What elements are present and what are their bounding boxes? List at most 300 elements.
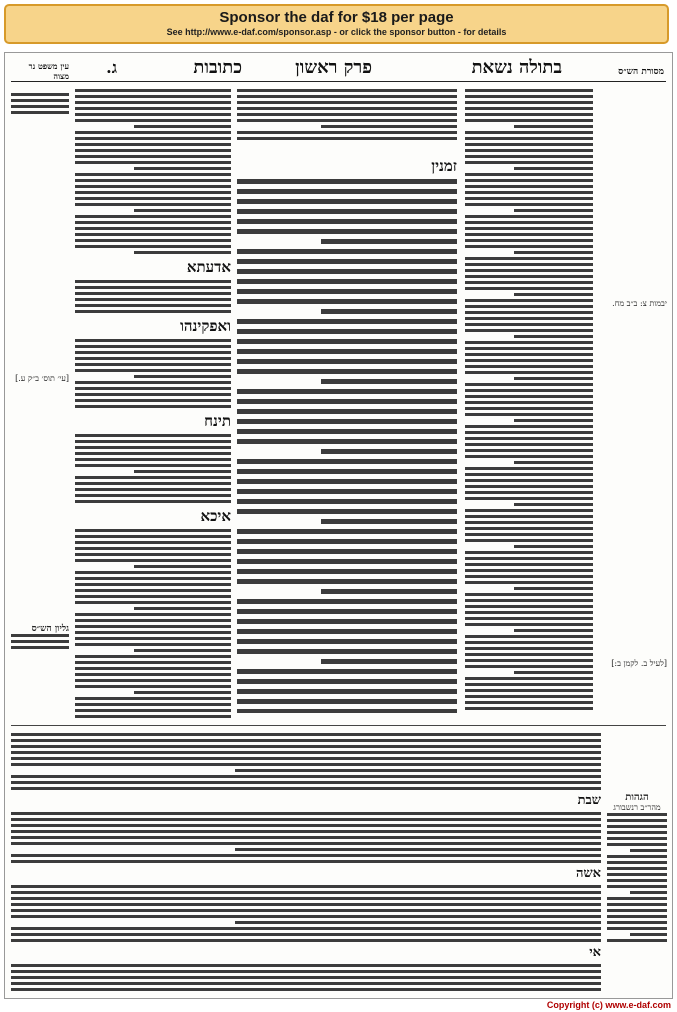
- text-line: [75, 601, 231, 604]
- text-line: [237, 509, 457, 514]
- text-line: [514, 671, 593, 674]
- text-line: [237, 359, 457, 364]
- text-line: [237, 599, 457, 604]
- text-line: [465, 287, 593, 290]
- text-line: [75, 625, 231, 628]
- text-line: [237, 419, 457, 424]
- text-line: [75, 143, 231, 146]
- text-line: [75, 95, 231, 98]
- text-line: [607, 885, 667, 888]
- text-line: [237, 439, 457, 444]
- text-line: [465, 443, 593, 446]
- text-line: [607, 939, 667, 942]
- text-line: [237, 709, 457, 713]
- text-line: [514, 209, 593, 212]
- text-line: [465, 401, 593, 404]
- text-line: [11, 897, 601, 900]
- text-line: [75, 89, 231, 92]
- text-line: [237, 529, 457, 534]
- text-line: [11, 939, 601, 942]
- text-line: [465, 305, 593, 308]
- text-line: [11, 99, 69, 102]
- text-line: [465, 665, 593, 668]
- text-line: [237, 539, 457, 544]
- text-line: [237, 113, 457, 116]
- text-line: [237, 629, 457, 634]
- text-line: [235, 921, 601, 924]
- text-line: [75, 464, 231, 467]
- text-line: [630, 891, 667, 894]
- text-line: [11, 733, 601, 736]
- text-line: [75, 619, 231, 622]
- text-line: [237, 259, 457, 264]
- text-line: [11, 854, 601, 857]
- text-line: [465, 353, 593, 356]
- text-line: [465, 197, 593, 200]
- tosafot-column: [75, 89, 231, 719]
- text-line: [465, 605, 593, 608]
- text-line: [465, 527, 593, 530]
- text-line: [465, 701, 593, 704]
- text-line: [607, 861, 667, 864]
- text-line: [75, 351, 231, 354]
- keyword-isha: אשה: [575, 866, 601, 881]
- text-line: [75, 101, 231, 104]
- text-line: [465, 449, 593, 452]
- text-line: [465, 593, 593, 596]
- text-line: [237, 549, 457, 554]
- text-line: [237, 469, 457, 474]
- text-line: [75, 280, 231, 283]
- text-line: [11, 891, 601, 894]
- text-line: [11, 745, 601, 748]
- text-line: [75, 452, 231, 455]
- text-line: [465, 221, 593, 224]
- keyword-ai: אי: [589, 945, 601, 960]
- text-line: [237, 669, 457, 674]
- text-line: [607, 867, 667, 870]
- text-line: [75, 155, 231, 158]
- text-line: [75, 482, 231, 485]
- text-line: [237, 689, 457, 694]
- text-line: [237, 619, 457, 624]
- text-line: [237, 559, 457, 564]
- text-line: [514, 545, 593, 548]
- text-line: [465, 575, 593, 578]
- text-line: [237, 189, 457, 194]
- text-line: [11, 634, 69, 637]
- text-line: [237, 499, 457, 504]
- text-line: [11, 964, 601, 967]
- text-line: [237, 429, 457, 434]
- text-line: [465, 581, 593, 584]
- text-line: [514, 587, 593, 590]
- text-line: [75, 697, 231, 700]
- hagahot-subtitle: מהר״ב רנשבורג: [613, 803, 661, 812]
- text-line: [607, 825, 667, 828]
- keyword-tinach: תינח: [204, 412, 231, 430]
- text-line: [75, 679, 231, 682]
- text-line: [514, 377, 593, 380]
- text-line: [237, 349, 457, 354]
- copyright-notice: Copyright (c) www.e-daf.com: [546, 1000, 671, 1010]
- text-line: [465, 239, 593, 242]
- text-line: [237, 389, 457, 394]
- text-line: [11, 646, 69, 649]
- text-line: [75, 434, 231, 437]
- text-line: [75, 179, 231, 182]
- keyword-zimnin: זמנין: [431, 157, 457, 175]
- text-line: [465, 329, 593, 332]
- text-line: [75, 715, 231, 718]
- tractate-title: בתולה נשאת: [471, 57, 562, 78]
- text-line: [75, 387, 231, 390]
- text-line: [11, 781, 601, 784]
- text-line: [134, 649, 231, 652]
- text-line: [465, 539, 593, 542]
- text-line: [607, 813, 667, 816]
- hagahot-title: הגהות: [625, 793, 649, 803]
- gemara-top: [237, 89, 457, 149]
- text-line: [465, 533, 593, 536]
- text-line: [134, 607, 231, 610]
- text-line: [237, 89, 457, 92]
- text-line: [75, 233, 231, 236]
- text-line: [321, 659, 457, 664]
- text-line: [11, 775, 601, 778]
- text-line: [75, 399, 231, 402]
- text-line: [11, 982, 601, 985]
- text-line: [514, 419, 593, 422]
- text-line: [75, 292, 231, 295]
- text-line: [465, 173, 593, 176]
- text-line: [11, 757, 601, 760]
- text-line: [11, 836, 601, 839]
- text-line: [237, 489, 457, 494]
- text-line: [11, 885, 601, 888]
- text-line: [11, 111, 69, 114]
- text-line: [134, 251, 231, 254]
- text-line: [75, 583, 231, 586]
- text-line: [607, 843, 667, 846]
- text-line: [75, 131, 231, 134]
- text-line: [75, 446, 231, 449]
- text-line: [235, 848, 601, 851]
- text-line: [237, 369, 457, 374]
- text-line: [237, 229, 457, 234]
- text-line: [465, 389, 593, 392]
- text-line: [11, 751, 601, 754]
- text-line: [607, 855, 667, 858]
- text-line: [75, 298, 231, 301]
- text-line: [465, 137, 593, 140]
- text-line: [11, 915, 601, 918]
- text-line: [11, 988, 601, 991]
- text-line: [607, 921, 667, 924]
- text-line: [465, 707, 593, 710]
- talmud-page: [4, 52, 673, 999]
- text-line: [321, 589, 457, 594]
- text-line: [465, 203, 593, 206]
- text-line: [607, 927, 667, 930]
- text-line: [75, 595, 231, 598]
- text-line: [465, 479, 593, 482]
- text-line: [75, 631, 231, 634]
- text-line: [75, 553, 231, 556]
- text-line: [75, 239, 231, 242]
- text-line: [465, 179, 593, 182]
- masechet-title: כתובות: [193, 57, 242, 78]
- text-line: [75, 577, 231, 580]
- text-line: [465, 119, 593, 122]
- text-line: [237, 399, 457, 404]
- text-line: [134, 470, 231, 473]
- text-line: [465, 107, 593, 110]
- sponsor-banner[interactable]: [4, 4, 669, 44]
- text-line: [465, 323, 593, 326]
- text-line: [75, 440, 231, 443]
- text-line: [11, 824, 601, 827]
- text-line: [237, 639, 457, 644]
- text-line: [75, 369, 231, 372]
- text-line: [75, 488, 231, 491]
- text-line: [11, 739, 601, 742]
- text-line: [237, 339, 457, 344]
- text-line: [75, 107, 231, 110]
- keyword-shabbat: שבת: [577, 793, 601, 808]
- text-line: [237, 289, 457, 294]
- text-line: [11, 640, 69, 643]
- text-line: [465, 371, 593, 374]
- text-line: [134, 125, 231, 128]
- text-line: [75, 339, 231, 342]
- text-line: [465, 263, 593, 266]
- text-line: [75, 613, 231, 616]
- text-line: [465, 299, 593, 302]
- text-line: [235, 769, 601, 772]
- text-line: [607, 909, 667, 912]
- text-line: [465, 257, 593, 260]
- text-line: [75, 286, 231, 289]
- text-line: [465, 689, 593, 692]
- text-line: [465, 677, 593, 680]
- text-line: [75, 673, 231, 676]
- text-line: [465, 341, 593, 344]
- text-line: [607, 915, 667, 918]
- text-line: [237, 199, 457, 204]
- text-line: [607, 897, 667, 900]
- text-line: [514, 167, 593, 170]
- text-line: [237, 319, 457, 324]
- text-line: [75, 500, 231, 503]
- text-line: [75, 709, 231, 712]
- bottom-divider: [11, 725, 666, 726]
- text-line: [75, 113, 231, 116]
- text-line: [11, 976, 601, 979]
- text-line: [75, 363, 231, 366]
- text-line: [465, 101, 593, 104]
- text-line: [237, 299, 457, 304]
- text-line: [75, 541, 231, 544]
- chapter-title: פרק ראשון: [295, 57, 372, 78]
- rashi-column: [465, 89, 593, 719]
- text-line: [134, 375, 231, 378]
- text-line: [11, 970, 601, 973]
- text-line: [514, 461, 593, 464]
- text-line: [237, 137, 457, 140]
- text-line: [75, 227, 231, 230]
- text-line: [465, 185, 593, 188]
- text-line: [75, 559, 231, 562]
- text-line: [75, 119, 231, 122]
- text-line: [465, 695, 593, 698]
- text-line: [75, 667, 231, 670]
- text-line: [11, 105, 69, 108]
- text-line: [75, 310, 231, 313]
- text-line: [75, 357, 231, 360]
- margin-note-c: [עי׳ תוס׳ ב״ק ע.]: [15, 374, 69, 383]
- text-line: [465, 515, 593, 518]
- text-line: [465, 491, 593, 494]
- text-line: [11, 787, 601, 790]
- text-line: [465, 467, 593, 470]
- hagahot-box: [607, 793, 667, 993]
- text-line: [75, 215, 231, 218]
- masoret-label: מסורת הש״ס: [618, 67, 664, 77]
- right-margin: [599, 89, 667, 689]
- text-line: [75, 685, 231, 688]
- text-line: [607, 837, 667, 840]
- text-line: [134, 565, 231, 568]
- left-margin: [11, 93, 69, 693]
- text-line: [465, 551, 593, 554]
- text-line: [321, 449, 457, 454]
- text-line: [465, 623, 593, 626]
- text-line: [75, 529, 231, 532]
- text-line: [237, 479, 457, 484]
- text-line: [465, 161, 593, 164]
- text-line: [465, 149, 593, 152]
- text-line: [465, 407, 593, 410]
- text-line: [134, 209, 231, 212]
- text-line: [75, 137, 231, 140]
- text-line: [465, 683, 593, 686]
- text-line: [465, 155, 593, 158]
- text-line: [465, 359, 593, 362]
- margin-note-a: יבמות צ: ב״ב מח.: [612, 299, 667, 308]
- text-line: [321, 519, 457, 524]
- text-line: [465, 521, 593, 524]
- text-line: [11, 903, 601, 906]
- text-line: [465, 509, 593, 512]
- text-line: [75, 547, 231, 550]
- text-line: [465, 617, 593, 620]
- text-line: [237, 279, 457, 284]
- text-line: [75, 643, 231, 646]
- header-rule: [11, 81, 666, 82]
- text-line: [75, 535, 231, 538]
- text-line: [75, 589, 231, 592]
- text-line: [237, 209, 457, 214]
- daf-number: ג.: [106, 58, 117, 77]
- text-line: [11, 812, 601, 815]
- text-line: [514, 125, 593, 128]
- text-line: [321, 125, 457, 128]
- text-line: [465, 437, 593, 440]
- text-line: [237, 95, 457, 98]
- text-line: [607, 879, 667, 882]
- text-line: [465, 281, 593, 284]
- text-line: [75, 185, 231, 188]
- text-line: [75, 405, 231, 408]
- text-line: [465, 395, 593, 398]
- text-line: [465, 569, 593, 572]
- text-line: [465, 485, 593, 488]
- text-line: [134, 691, 231, 694]
- text-line: [11, 830, 601, 833]
- text-line: [514, 629, 593, 632]
- text-line: [465, 653, 593, 656]
- text-line: [237, 101, 457, 104]
- text-line: [237, 459, 457, 464]
- text-line: [11, 818, 601, 821]
- keyword-ika: איכא: [200, 507, 231, 525]
- text-line: [465, 455, 593, 458]
- text-line: [465, 233, 593, 236]
- text-line: [75, 149, 231, 152]
- text-line: [237, 649, 457, 654]
- text-line: [237, 699, 457, 704]
- text-line: [237, 269, 457, 274]
- text-line: [75, 245, 231, 248]
- text-line: [514, 293, 593, 296]
- keyword-ardata: אדעתא: [186, 258, 231, 276]
- text-line: [75, 191, 231, 194]
- text-line: [465, 365, 593, 368]
- text-line: [11, 927, 601, 930]
- text-line: [465, 641, 593, 644]
- text-line: [514, 503, 593, 506]
- text-line: [134, 167, 231, 170]
- text-line: [465, 269, 593, 272]
- margin-note-b: [לעיל ב. לקמן ב:]: [611, 659, 667, 668]
- text-line: [11, 860, 601, 863]
- text-line: [465, 473, 593, 476]
- text-line: [321, 379, 457, 384]
- text-line: [75, 494, 231, 497]
- text-line: [465, 563, 593, 566]
- text-line: [465, 347, 593, 350]
- gilyon-title: גליון הש״ס: [31, 624, 69, 634]
- text-line: [75, 197, 231, 200]
- text-line: [75, 571, 231, 574]
- text-line: [321, 239, 457, 244]
- text-line: [75, 345, 231, 348]
- text-line: [75, 173, 231, 176]
- text-line: [75, 637, 231, 640]
- text-line: [237, 249, 457, 254]
- text-line: [237, 409, 457, 414]
- text-line: [607, 873, 667, 876]
- text-line: [465, 383, 593, 386]
- text-line: [75, 381, 231, 384]
- text-line: [75, 458, 231, 461]
- text-line: [237, 609, 457, 614]
- text-line: [465, 113, 593, 116]
- text-line: [514, 335, 593, 338]
- text-line: [465, 599, 593, 602]
- ein-mishpat-label: עין משפט נר מצוה: [28, 61, 69, 81]
